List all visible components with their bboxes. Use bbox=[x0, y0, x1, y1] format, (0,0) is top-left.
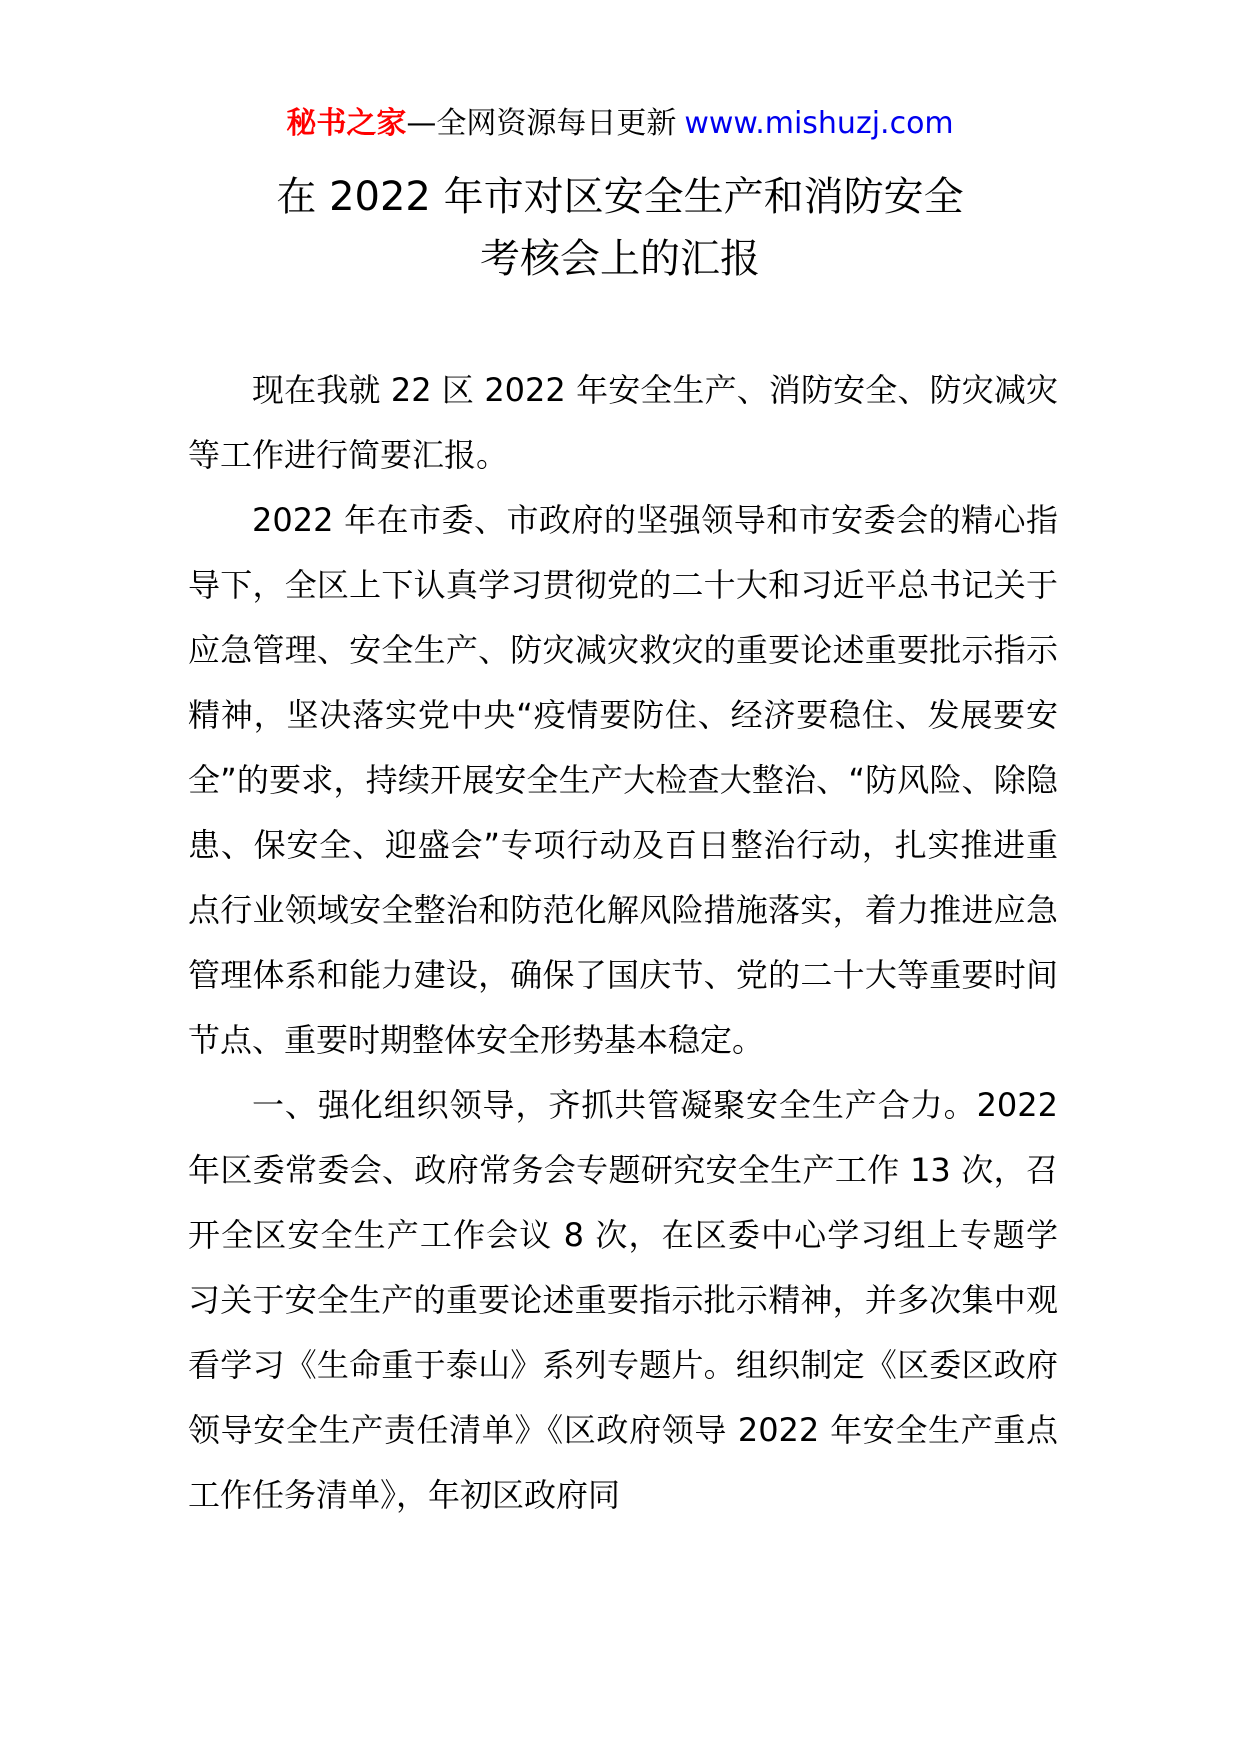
source-header bbox=[0, 100, 1240, 148]
section-1-body: 2022 年区委常委会、政府常务会专题研究安全生产工作 13 次，召开全区安全生产工作会议 8 次，在区委中心学习组上专题学习关于安全生产的重要论述重要指示批示精神，并多次集中观看学习《生命重于泰山》系列专题片。组织制定《区委区政府领导安全生产责任清单》《区政府领导 2022 年安全生产重点工作任务清单》，年初区政府同 bbox=[188, 1086, 1058, 1514]
brand-name: 秘书之家 bbox=[286, 106, 407, 141]
title-line-1: 在 2022 年市对区安全生产和消防安全 bbox=[276, 174, 964, 220]
section-1-heading: 一、强化组织领导，齐抓共管凝聚安全生产合力。 bbox=[252, 1086, 977, 1124]
paragraph-overview: 2022 年在市委、市政府的坚强领导和市安委会的精心指导下，全区上下认真学习贯彻党的二十大和习近平总书记关于应急管理、安全生产、防灾减灾救灾的重要论述重要批示指示精神，坚决落实党中央“疫情要防住、经济要稳住、发展要安全”的要求，持续开展安全生产大检查大整治、“防风险、除隐患、保安全、迎盛会”专项行动及百日整治行动，扎实推进重点行业领域安全整治和防范化解风险措施落实，着力推进应急管理体系和能力建设，确保了国庆节、党的二十大等重要时间节点、重要时期整体安全形势基本稳定。 bbox=[188, 501, 1058, 1059]
paragraph-intro: 现在我就 22 区 2022 年安全生产、消防安全、防灾减灾等工作进行简要汇报。 bbox=[188, 371, 1058, 474]
tagline: —全网资源每日更新 bbox=[406, 106, 677, 141]
title-line-2: 考核会上的汇报 bbox=[480, 236, 760, 282]
document-body bbox=[188, 358, 1058, 1528]
paragraph-section-1 bbox=[188, 1073, 1058, 1528]
website-link[interactable]: www.mishuzj.com bbox=[684, 106, 954, 141]
document-title bbox=[0, 166, 1240, 290]
